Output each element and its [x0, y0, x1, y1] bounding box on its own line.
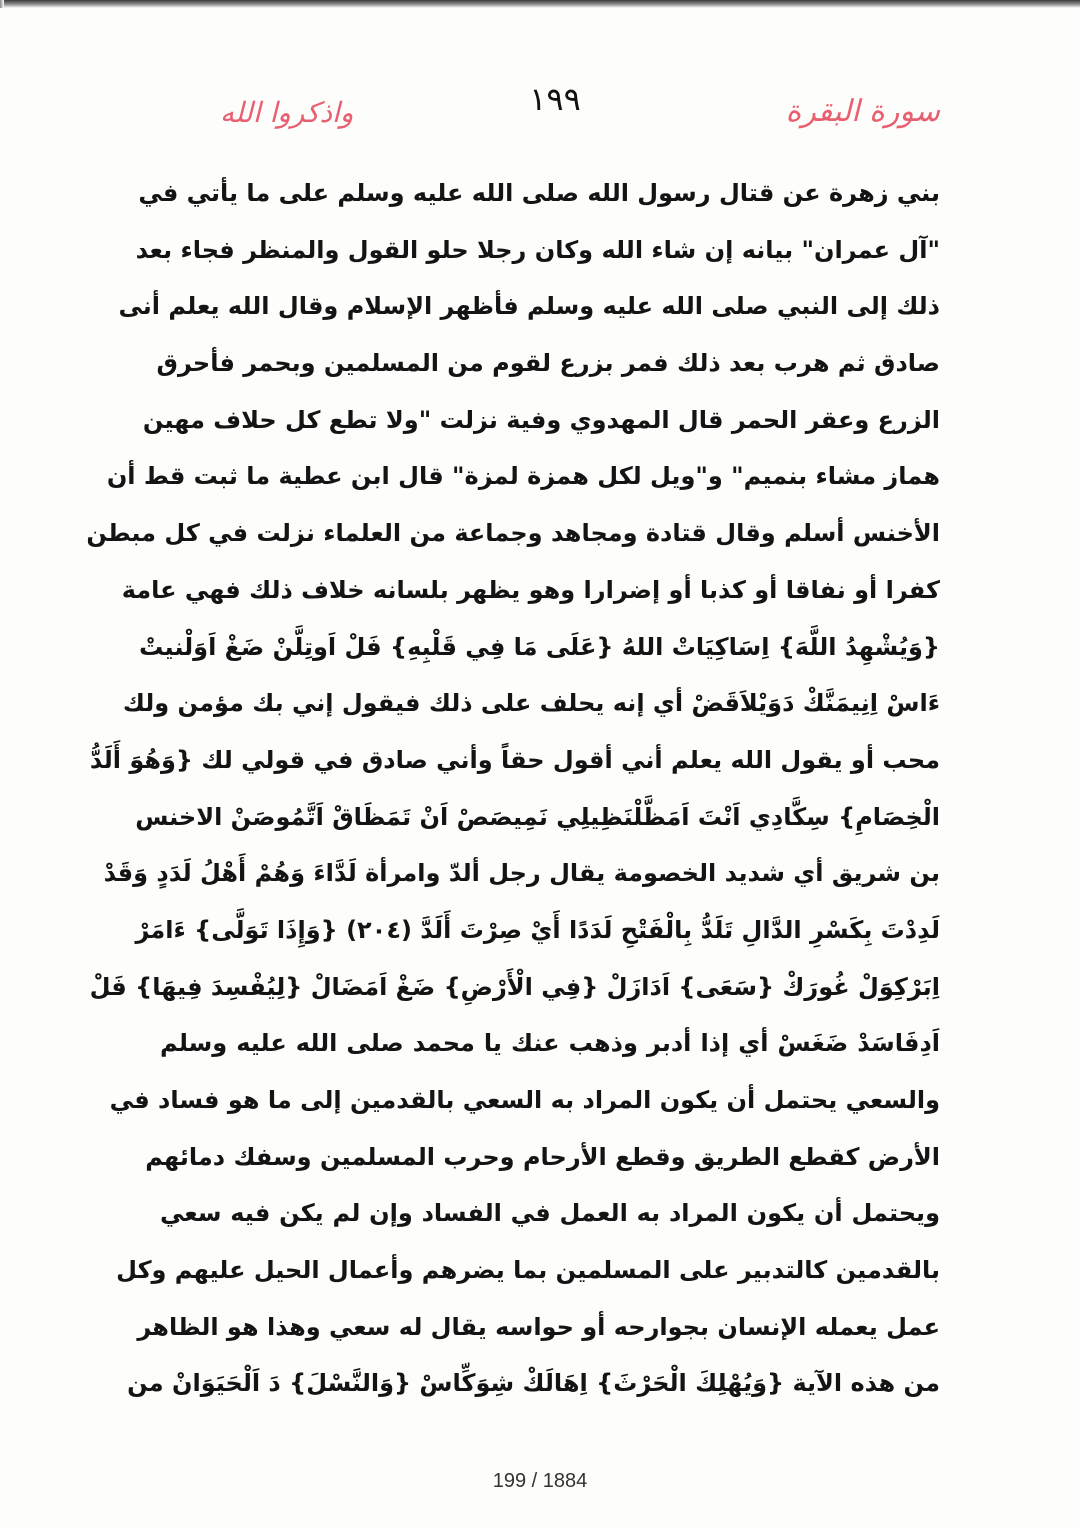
text-line: ويحتمل أن يكون المراد به العمل في الفساد وإن لم يكن فيه سعي [160, 1199, 940, 1228]
text-line: "آل عمران" بيانه إن شاء الله وكان رجلا حلو القول والمنظر فجاء بعد [135, 235, 940, 264]
text-line: صادق ثم هرب بعد ذلك فمر بزرع لقوم من المسلمين وبحمر فأحرق [156, 349, 940, 378]
text-line: والسعي يحتمل أن يكون المراد به السعي بالقدمين إلى ما هو فساد في [109, 1086, 940, 1114]
text-line: محب أو يقول الله يعلم أني أقول حقاً وأني صادق في قولي لك {وَهُوَ أَلَدُّ [89, 745, 940, 774]
text-line: ءَاسْ اِنِيمَنَّكْ دَوَيْلاَقَضْ أي إنه يحلف على ذلك فيقول إني بك مؤمن ولك [122, 689, 940, 718]
text-line: هماز مشاء بنميم" و"ويل لكل همزة لمزة" قال ابن عطية ما ثبت قط أن [106, 462, 940, 491]
handwritten-surah-note: سورة البقرة [785, 94, 940, 129]
page-counter: 199 / 1884 [492, 1470, 588, 1492]
scan-edge-top [0, 0, 1080, 8]
text-line: لَدِدْتَ بِكَسْرِ الدَّالِ تَلَدُّ بِالْفَتْحِ لَدَدًا أَيْ صِرْتَ أَلَدَّ (٢٠٤) {وَإِذَا تَوَلَّى} ءَامَرْ [135, 915, 940, 944]
text-line: الزرع وعقر الحمر قال المهدوي وفية نزلت "ولا تطع كل حلاف مهين [142, 405, 940, 434]
text-line: الْخِصَامِ} سِكَّادِي اَنْتَ اَمَظَّلْنَظِيلِي نَمِيصَصْ اَنْ تَمَظَاقْ اَتَّمُوصَنْ الاخنس [135, 802, 940, 831]
page-number: ١٩٩ [529, 80, 581, 118]
text-line: ذلك إلى النبي صلى الله عليه وسلم فأظهر الإسلام وقال الله يعلم أنى [118, 292, 940, 321]
text-line: اِبَرْكِوَلْ غُورَكْ {سَعَى} اَدَازَلْ {فِي الْأَرْضِ} ضَغْ اَمَضَالْ {لِيُفْسِدَ فِيهَا} فَلْ [89, 972, 940, 1001]
page-body-text [86, 165, 940, 1412]
text-line: بني زهرة عن قتال رسول الله صلى الله عليه وسلم على ما يأتي في [138, 179, 940, 207]
text-line: بالقدمين كالتدبير على المسلمين بما يضرهم وأعمال الحيل عليهم وكل [116, 1256, 940, 1285]
text-line: عمل يعمله الإنسان بجوارحه أو حواسه يقال له سعي وهذا هو الظاهر [137, 1312, 940, 1341]
text-line: من هذه الآية {وَيُهْلِكَ الْحَرْثَ} اِهَالَكْ شِوَكِّاسْ {وَالنَّسْلَ} دَ اَلْحَيَوَانْ من [127, 1369, 940, 1398]
text-line: بن شريق أي شديد الخصومة يقال رجل ألدّ وامرأة لَدَّاءَ وَهُمْ أَهْلُ لَدَدٍ وَقَدْ [103, 859, 940, 888]
text-line: اَدِفَاسَدْ ضَغَسْ أي إذا أدبر وذهب عنك يا محمد صلى الله عليه وسلم [160, 1029, 940, 1058]
text-line: كفرا أو نفاقا أو كذبا أو إضرارا وهو يظهر بلسانه خلاف ذلك فهي عامة [121, 575, 940, 604]
text-line: الأرض كقطع الطريق وقطع الأرحام وحرب المسلمين وسفك دمائهم [145, 1142, 940, 1171]
text-line: {وَيُشْهِدُ اللَّهَ} اِسَاكِيَاتْ اللهُ {عَلَى مَا فِي قَلْبِهِ} فَلْ اَوتِلَّنْ ضَغْ اَوَلْنيتْ [139, 632, 940, 661]
text-line: الأخنس أسلم وقال قتادة ومجاهد وجماعة من العلماء نزلت في كل مبطن [86, 519, 940, 548]
handwritten-margin-note: واذكروا الله [220, 96, 354, 129]
